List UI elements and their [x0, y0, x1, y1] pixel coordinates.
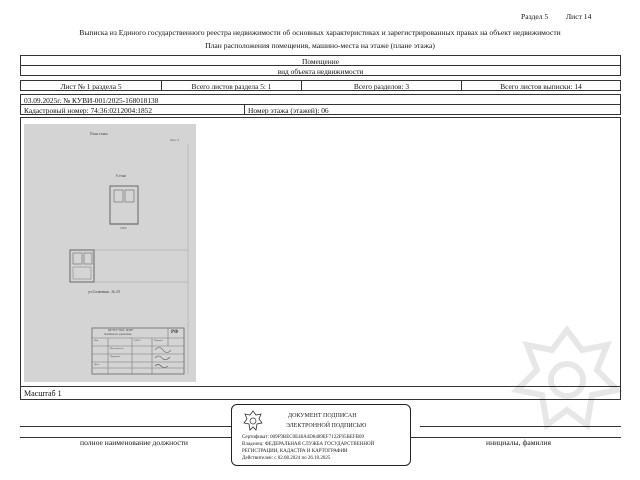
object-name-cell: Помещение — [20, 55, 621, 66]
total-sheets-section-cell: Всего листов раздела 5: 1 — [161, 80, 302, 91]
stamp-subtitle: ЭЛЕКТРОННОЙ ПОДПИСЬЮ — [286, 423, 367, 429]
plan-stamp-rf: РФ — [171, 330, 179, 335]
watermark-emblem-icon — [502, 320, 632, 460]
plan-address-label: ул.Салютная , № 23 — [88, 290, 120, 294]
sheet-label: Лист 14 — [566, 12, 592, 21]
plan-stamp-row: Дата — [94, 363, 99, 366]
plan-stamp-row: Изм. — [94, 339, 99, 342]
cadastral-number-cell: Кадастровый номер: 74:36:0212004:1852 — [20, 104, 245, 115]
plan-stamp-org: ОГУП "Обл. ЦТИ" — [108, 328, 134, 332]
plan-stamp-row: Ф.И.О. — [134, 339, 142, 342]
plan-top-label: План этажа — [90, 132, 108, 136]
stamp-validity: Действителен: с 02.08.2024 по 26.10.2025 — [242, 456, 331, 461]
floor-plan-drawing — [24, 124, 196, 382]
floor-number-cell: Номер этажа (этажей): 06 — [244, 104, 621, 115]
section-label: Раздел 5 — [521, 12, 549, 21]
total-sections-cell: Всего разделов: 3 — [301, 80, 462, 91]
electronic-signature-stamp — [231, 404, 411, 466]
plan-stamp-row: Исполнитель — [110, 347, 124, 350]
document-title: Выписка из Единого государственного реестра недвижимости об основных характеристиках и зарегистрированных правах на объект недвижимости — [79, 28, 561, 37]
signature-position-line — [20, 426, 234, 427]
plan-stamp-dept: Челябинское управление — [104, 333, 132, 336]
emblem-icon — [242, 409, 264, 433]
sheet-of-section-cell: Лист № 1 раздела 5 — [20, 80, 162, 91]
date-number-cell: 03.09.2025г. № КУВИ-001/2025-168018138 — [20, 94, 621, 105]
plan-floor-label: 6 этаж — [116, 174, 126, 178]
stamp-owner: Владелец: ФЕДЕРАЛЬНАЯ СЛУЖБА ГОСУДАРСТВЕННОЙ — [242, 442, 375, 447]
total-sheets-extract-cell: Всего листов выписки: 14 — [461, 80, 621, 91]
plan-sheet-mark: Лист 3 — [170, 138, 180, 142]
object-type-caption: вид объекта недвижимости — [20, 65, 621, 76]
plan-dim-label: 1900 — [120, 226, 127, 230]
plan-stamp-row: Проверил — [110, 355, 120, 358]
stamp-certificate: Сертификат: 009F9BEC0E48A4D8489EF7122F95BEFB09 — [242, 435, 364, 440]
stamp-title: ДОКУМЕНТ ПОДПИСАН — [288, 413, 357, 419]
signature-position-caption: полное наименование должности — [80, 438, 188, 447]
floor-plan-image — [24, 124, 196, 382]
stamp-owner-2: РЕГИСТРАЦИИ, КАДАСТРА И КАРТОГРАФИИ — [242, 449, 348, 454]
plan-stamp-row: Подпись — [154, 339, 163, 342]
signature-name-caption: инициалы, фамилия — [486, 438, 551, 447]
document-subtitle: План расположения помещения, машино-места на этаже (плане этажа) — [205, 41, 435, 50]
scale-cell: Масштаб 1 — [20, 386, 621, 400]
